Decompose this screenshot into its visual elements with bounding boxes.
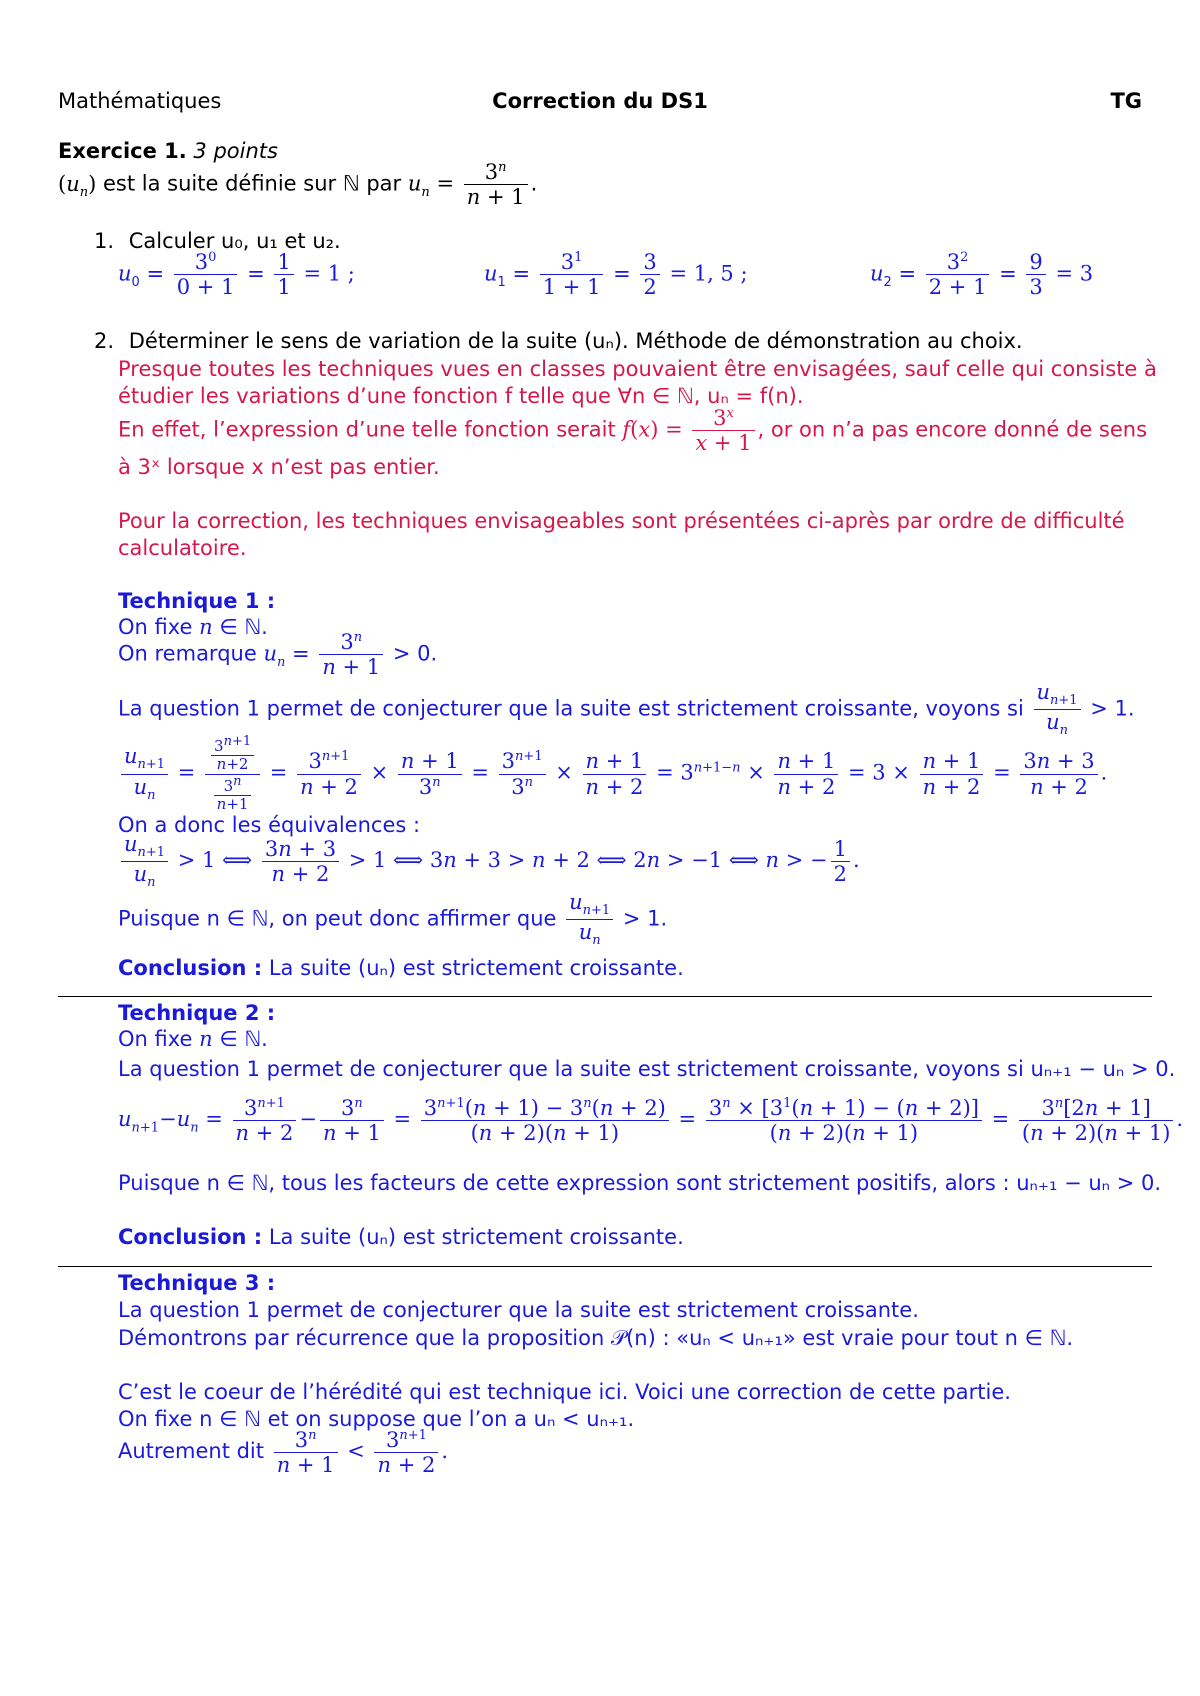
q2-note-4: à 3ˣ lorsque x n’est pas entier. — [118, 455, 440, 479]
exercise-intro: $(u_n)$ est la suite définie sur ℕ par $u_n$ = $\frac{3^n}{n + 1}$ . — [58, 160, 538, 210]
exercise-title: Exercice 1. 3 points — [58, 139, 278, 163]
question-1: 1. Calculer u₀, u₁ et u₂. — [94, 229, 341, 253]
t3-line-5: Autrement dit $\frac{3^n}{n + 1}$ < $\frac{3^{n+1}}{n + 2}$ . — [118, 1428, 449, 1478]
q1-u0: $u_0$ = $\frac{3^0}{0 + 1}$ = $\frac{1}{1}$ = 1 ; — [118, 250, 355, 300]
t3-line-1: La question 1 permet de conjecturer que la suite est strictement croissante. — [118, 1298, 919, 1322]
t1-fix: On fixe n ∈ ℕ. — [118, 615, 268, 639]
question-2: 2. Déterminer le sens de variation de la suite (uₙ). Méthode de démonstration au choix. — [94, 329, 1023, 353]
divider-1 — [58, 996, 1152, 997]
q2-note-1: Presque toutes les techniques vues en classes pouvaient être envisagées, sauf celle qui consiste à — [118, 357, 1157, 381]
t1-remark: On remarque $u_n$ = $\frac{3^n}{n + 1}$ > 0. — [118, 630, 438, 680]
t2-since: Puisque n ∈ ℕ, tous les facteurs de cette expression sont strictement positifs, alors : uₙ₊₁ − uₙ > 0. — [118, 1171, 1162, 1195]
page-header — [58, 88, 1142, 118]
t2-conclusion: Conclusion : La suite (uₙ) est strictement croissante. — [118, 1225, 684, 1249]
t1-conclusion: Conclusion : La suite (uₙ) est strictement croissante. — [118, 956, 684, 980]
technique-1-title: Technique 1 : — [118, 589, 276, 613]
header-title: Correction du DS1 — [492, 89, 708, 113]
q2-note-3: En effet, l’expression d’une telle fonction serait f(x) = $\frac{3^x}{x + 1}$ , or on n’a pas encore donné de sens — [118, 406, 1148, 456]
header-class: TG — [1110, 89, 1142, 113]
t1-conjecture: La question 1 permet de conjecturer que la suite est strictement croissante, voyons si $\frac{u_{n+1}}{u_n}$ > 1. — [118, 680, 1135, 739]
q2-note-5: Pour la correction, les techniques envisageables sont présentées ci-après par ordre de difficulté — [118, 509, 1125, 533]
t2-fix: On fixe n ∈ ℕ. — [118, 1027, 268, 1051]
t2-conjecture: La question 1 permet de conjecturer que la suite est strictement croissante, voyons si uₙ₊₁ − uₙ > 0. — [118, 1057, 1176, 1081]
header-subject: Mathématiques — [58, 89, 222, 113]
t3-line-3: C’est le coeur de l’hérédité qui est technique ici. Voici une correction de cette partie. — [118, 1380, 1011, 1404]
q1-u1: $u_1$ = $\frac{3^1}{1 + 1}$ = $\frac{3}{2}$ = 1, 5 ; — [484, 250, 748, 300]
technique-2-title: Technique 2 : — [118, 1001, 276, 1025]
t1-ratio-computation: $\frac{u_{n+1}}{u_n}$ = $\frac{\frac{3^{n+1}}{n+2}}{\frac{3^n}{n+1}}$ = $\frac{3^{n+1}}{n + 2}$ × $\frac{n + 1}{3^n}$ = $\frac{3^{n+1}}{3^n}$ × $\frac{n + 1}{n + 2}$ = $3^{n+1-n}$ × $\frac{n + 1}{n + 2}$ = 3 × $\frac{n + 1}{n + 2}$ = $\frac{3n + 3}{n + 2}$ . — [118, 735, 1107, 813]
divider-2 — [58, 1266, 1152, 1267]
exercise-points: 3 points — [193, 139, 278, 163]
t3-line-4: On fixe n ∈ ℕ et on suppose que l’on a uₙ < uₙ₊₁. — [118, 1407, 635, 1431]
q1-u2: $u_2$ = $\frac{3^2}{2 + 1}$ = $\frac{9}{3}$ = 3 — [870, 250, 1094, 300]
t1-equivalences: $\frac{u_{n+1}}{u_n}$ > 1 ⟺ $\frac{3n + 3}{n + 2}$ > 1 ⟺ 3n + 3 > n + 2 ⟺ 2n > −1 ⟺ n > − $\frac{1}{2}$ . — [118, 832, 860, 891]
technique-3-title: Technique 3 : — [118, 1271, 276, 1295]
q2-note-6: calculatoire. — [118, 536, 247, 560]
t1-equiv-title: On a donc les équivalences : — [118, 813, 421, 837]
q2-note-2: étudier les variations d’une fonction f telle que ∀n ∈ ℕ, uₙ = f(n). — [118, 384, 804, 408]
t1-since: Puisque n ∈ ℕ, on peut donc affirmer que $\frac{u_{n+1}}{u_n}$ > 1. — [118, 890, 668, 949]
t3-line-2: Démontrons par récurrence que la proposition 𝒫(n) : «uₙ < uₙ₊₁» est vraie pour tout n ∈ ℕ. — [118, 1326, 1074, 1350]
t2-difference-computation: $u_{n+1}-u_n$ = $\frac{3^{n+1}}{n + 2}$ − $\frac{3^n}{n + 1}$ = $\frac{3^{n+1}(n + 1) - 3^n(n + 2)}{(n + 2)(n + 1)}$ = $\frac{3^n \times [3^1(n + 1) - (n + 2)]}{(n + 2)(n + 1)}$ = $\frac{3^n[2n + 1]}{(n + 2)(n + 1)}$ . — [118, 1096, 1184, 1146]
